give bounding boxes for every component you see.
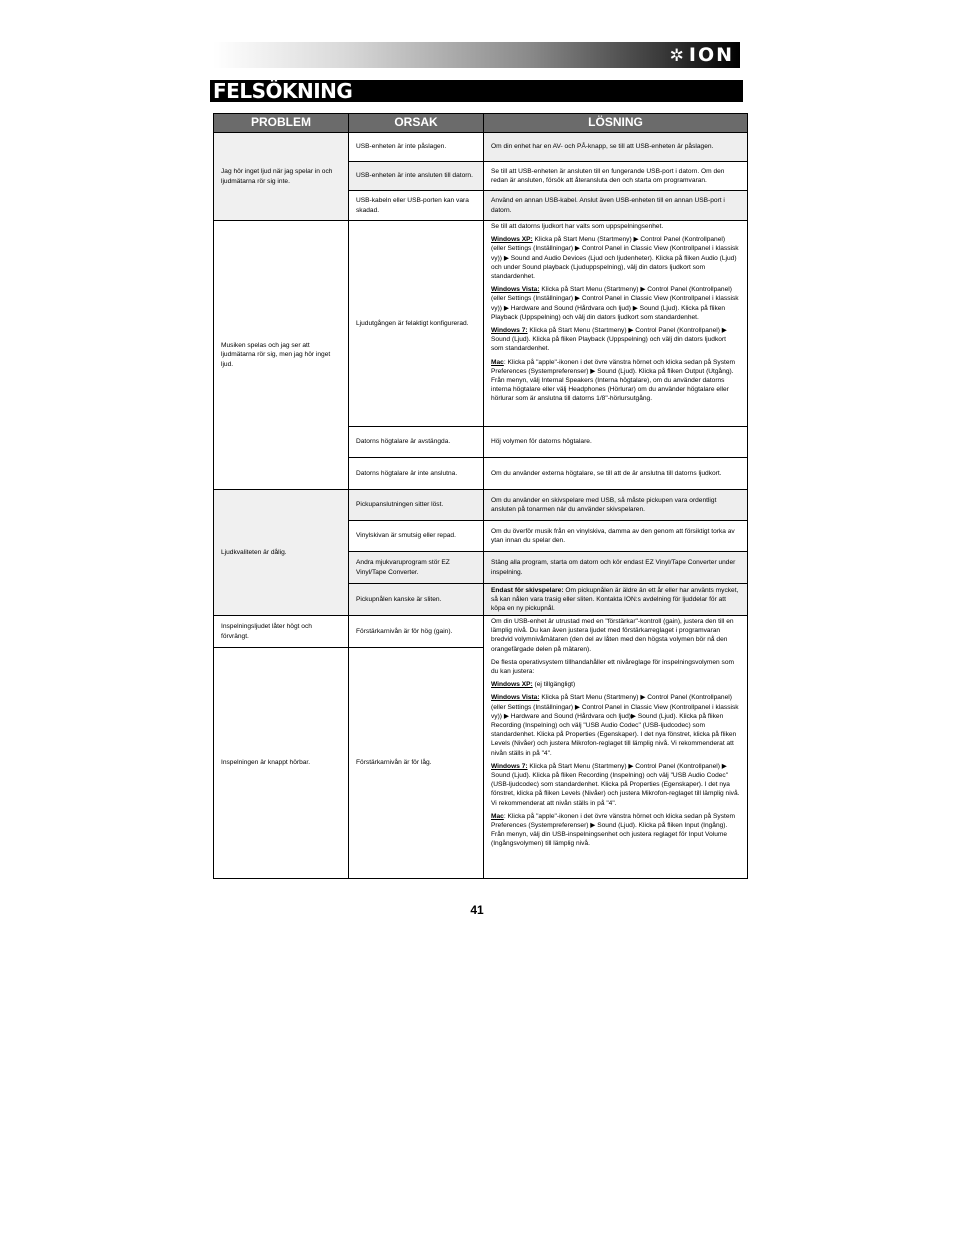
cause-cell: Ljudutgången är felaktigt konfigurerad. (349, 221, 484, 427)
cause-cell: Vinylskivan är smutsig eller repad. (349, 521, 484, 552)
cause-cell: Andra mjukvaruprogram stör EZ Vinyl/Tape Converter. (349, 552, 484, 584)
page-number: 41 (470, 903, 484, 917)
table-row (214, 133, 748, 162)
solution-cell: Använd en annan USB-kabel. Anslut även USB-enheten till en annan USB-port i datorn. (484, 191, 748, 221)
cause-cell: USB-enheten är inte ansluten till datorn. (349, 162, 484, 191)
troubleshooting-table (213, 113, 748, 879)
section-title-bar (210, 80, 743, 102)
solution-cell: Stäng alla program, starta om datorn och kör endast EZ Vinyl/Tape Converter under inspelning. (484, 552, 748, 584)
cause-cell: Pickupanslutningen sitter löst. (349, 490, 484, 521)
problem-cell: Jag hör inget ljud när jag spelar in och ljudmätarna rör sig inte. (214, 133, 349, 221)
table-row (214, 616, 748, 648)
problem-cell: Ljudkvaliteten är dålig. (214, 490, 349, 616)
problem-cell: Musiken spelas och jag ser att ljudmätarna rör sig, men jag hör inget ljud. (214, 221, 349, 490)
solution-cell: Se till att datorns ljudkort har valts som uppspelningsenhet. Windows XP: Klicka på Start Menu (Startmeny) ▶ Control Panel (Kontrollpanel) (eller Settings (Inställningar) ▶ Control Panel in Classic View (Kontrollpanel i klassisk vy)) ▶ Sound and Audio Devices (Ljud och ljudenheter). Klicka på fliken Audio (Ljud) och under Sound playback (Ljuduppspelning), välj din dators ljudkort som standardenhet. Windows Vista: Klicka på Start Menu (Startmeny) ▶ Control Panel (Kontrollpanel) (eller Settings (Inställningar) ▶ Control Panel in Classic View (Kontrollpanel i klassisk vy)) ▶ Hardware and Sound (Hårdvara och ljud) ▶ Sound (Ljud). Klicka på fliken Playback (Uppspelning) och välj din dators ljudkort som standardenhet. Windows 7: Klicka på Start Menu (Startmeny) ▶ Control Panel (Kontrollpanel) ▶ Sound (Ljud). Klicka på fliken Playback (Uppspelning) och välj din dators ljudkort som standardenhet. Mac: Klicka på "apple"-ikonen i det övre vänstra hörnet och klicka sedan på System Preferences (Systempreferenser) ▶ Sound (Ljud). Klicka på fliken Output (Utgång). Från menyn, välj Internal Speakers (Interna högtalare), om du använder datorns interna högtalare eller välj Headphones (Hörlurar) om du använder högtalare eller hörlurar som är anslutna till datorns 1/8"-hörlursutgång. (484, 221, 748, 427)
table-row (214, 221, 748, 427)
cause-cell: USB-kabeln eller USB-porten kan vara skadad. (349, 191, 484, 221)
cause-cell: Pickupnålen kanske är sliten. (349, 584, 484, 616)
solution-cell: Endast för skivspelare: Om pickupnålen är äldre än ett år eller har använts mycket, så kan nålen vara trasig eller sliten. Kontakta ION:s avdelning för ljuddelar för att köpa en ny pickupnål. (484, 584, 748, 616)
header-gradient-bar (213, 42, 740, 68)
cause-cell: Datorns högtalare är avstängda. (349, 427, 484, 458)
table-header-row (214, 114, 748, 133)
header-problem: PROBLEM (214, 114, 349, 133)
solution-cell: Om du överför musik från en vinylskiva, damma av den genom att försiktigt torka av ytan innan du spelar den. (484, 521, 748, 552)
problem-cell: Inspelningen är knappt hörbar. (214, 648, 349, 879)
ion-star-icon: ✲ (669, 46, 686, 66)
solution-cell: Om du använder en skivspelare med USB, så måste pickupen vara ordentligt ansluten på tonarmen när du använder skivspelaren. (484, 490, 748, 521)
problem-cell: Inspelningsljudet låter högt och förvrängt. (214, 616, 349, 648)
header-orsak: ORSAK (349, 114, 484, 133)
page-title: FELSÖKNING (213, 79, 353, 103)
solution-cell: Om din enhet har en AV- och PÅ-knapp, se till att USB-enheten är påslagen. (484, 133, 748, 162)
cause-cell: USB-enheten är inte påslagen. (349, 133, 484, 162)
table-row (214, 490, 748, 521)
cause-cell: Datorns högtalare är inte anslutna. (349, 458, 484, 490)
cause-cell: Förstärkarnivån är för hög (gain). (349, 616, 484, 648)
cause-cell: Förstärkarnivån är för låg. (349, 648, 484, 879)
header-losning: LÖSNING (484, 114, 748, 133)
gain-solution-cell: Om din USB-enhet är utrustad med en "förstärkar"-kontroll (gain), justera den till en lämplig nivå. Du kan även justera ljudet med förstärkarreglaget i programvaran bredvid volymnivåmätaren (den del av låten med den högsta volymen bör nå den orangefärgade delen på mätaren). De flesta operativsystem tillhandahåller ett nivåreglage för inspelningsvolymen som du kan justera: Windows XP: (ej tillgängligt) Windows Vista: Klicka på Start Menu (Startmeny) ▶ Control Panel (Kontrollpanel) (eller Settings (Inställningar) ▶ Control Panel in Classic View (Kontrollpanel i klassisk vy)) ▶ Hardware and Sound (Hårdvara och ljud)▶ Sound (Ljud). Klicka på fliken Recording (Inspelning) och välj "USB Audio Codec" (USB-ljudcodec) som standardenhet. Klicka på Properties (Egenskaper). I det nya fönstret, klicka på fliken Levels (Nivåer) och justera Mikrofon-reglaget till lämplig nivå. Vi rekommenderat att nivån ställs in på "4". Windows 7: Klicka på Start Menu (Startmeny) ▶ Control Panel (Kontrollpanel) ▶ Sound (Ljud). Klicka på fliken Recording (Inspelning) och välj "USB Audio Codec" (USB-ljudcodec) som standardenhet. Klicka på Properties (Egenskaper). I det nya fönstret, klicka på fliken Levels (Nivåer) och justera Mikrofon-reglaget till lämplig nivå. Vi rekommenderat att nivån ställs in på "4". Mac: Klicka på "apple"-ikonen i det övre vänstra hörnet och klicka sedan på System Preferences (Systempreferenser) ▶ Sound (Ljud). Klicka på fliken Input (Ingång). Från menyn, välj din USB-inspelningsenhet och justera reglaget för Input Volume (Ingångsvolymen) till lämplig nivå. (484, 616, 748, 879)
solution-cell: Höj volymen för datorns högtalare. (484, 427, 748, 458)
ion-logo: ✲ ION (669, 44, 734, 66)
solution-cell: Om du använder externa högtalare, se till att de är anslutna till datorns ljudkort. (484, 458, 748, 490)
solution-cell: Se till att USB-enheten är ansluten till en fungerande USB-port i datorn. Om den redan är ansluten, försök att återansluta den och starta om programvaran. (484, 162, 748, 191)
